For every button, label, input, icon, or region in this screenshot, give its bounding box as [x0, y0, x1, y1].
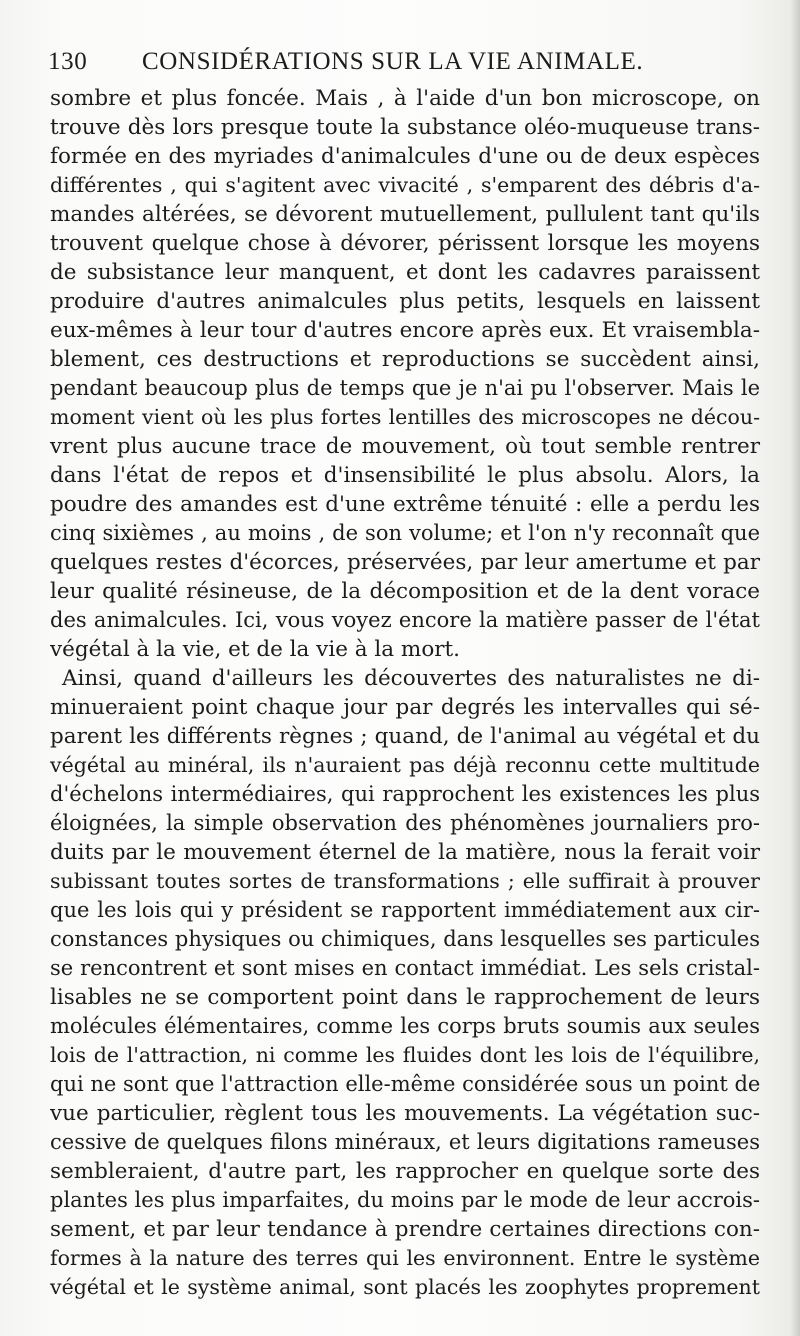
text-line: des animalcules. Ici, vous voyez encore la matière passer de l'état — [50, 608, 760, 632]
text-line: minueraient point chaque jour par degrés les intervalles qui sé- — [50, 695, 760, 720]
text-line: trouve dès lors presque toute la substance oléo-muqueuse trans- — [50, 115, 760, 140]
text-line: cessive de quelques filons minéraux, et leurs digitations rameuses — [50, 1130, 760, 1154]
text-line: duits par le mouvement éternel de la matière, nous la ferait voir — [50, 840, 760, 865]
text-line: subissant toutes sortes de transformations ; elle suffirait à prouver — [50, 869, 760, 893]
paragraph-first-line: Ainsi, quand d'ailleurs les découvertes des naturalistes ne di- — [62, 666, 760, 691]
text-line: formes à la nature des terres qui les environnent. Entre le système — [50, 1246, 760, 1270]
text-line: constances physiques ou chimiques, dans lesquelles ses particules — [50, 927, 760, 951]
text-line: trouvent quelque chose à dévorer, périssent lorsque les moyens — [50, 231, 760, 256]
text-line: se rencontrent et sont mises en contact immédiat. Les sels cristal- — [50, 956, 760, 980]
text-line: produire d'autres animalcules plus petits, lesquels en laissent — [50, 289, 760, 314]
text-line: de subsistance leur manquent, et dont les cadavres paraissent — [50, 260, 760, 285]
text-line: sembleraient, d'autre part, les rapprocher en quelque sorte des — [50, 1159, 760, 1184]
text-line: lois de l'attraction, ni comme les fluides dont les lois de l'équilibre, — [50, 1043, 760, 1067]
page-edge-shadow — [790, 0, 800, 1336]
text-line: vrent plus aucune trace de mouvement, où tout semble rentrer — [50, 434, 760, 459]
text-line: différentes , qui s'agitent avec vivacité , s'emparent des débris d'a- — [50, 173, 760, 197]
text-line: sement, et par leur tendance à prendre certaines directions con- — [50, 1217, 760, 1242]
text-line: que les lois qui y président se rapportent immédiatement aux cir- — [50, 898, 760, 922]
text-line: végétal au minéral, ils n'auraient pas déjà reconnu cette multitude — [50, 753, 760, 777]
text-line: molécules élémentaires, comme les corps bruts soumis aux seules — [50, 1014, 760, 1038]
text-line: dans l'état de repos et d'insensibilité le plus absolu. Alors, la — [50, 463, 760, 488]
text-line: végétal et le système animal, sont placés les zoophytes proprement — [50, 1275, 760, 1299]
text-line: pendant beaucoup plus de temps que je n'ai pu l'observer. Mais le — [50, 376, 760, 400]
text-line: parent les différents règnes ; quand, de l'animal au végétal et du — [50, 724, 760, 749]
text-line: formée en des myriades d'animalcules d'une ou de deux espèces — [50, 144, 760, 169]
text-line: d'échelons intermédiaires, qui rapprochent les existences les plus — [50, 782, 760, 806]
text-line: lisables ne se comportent point dans le rapprochement de leurs — [50, 985, 760, 1010]
running-head — [48, 40, 708, 80]
body-text — [50, 84, 760, 1302]
text-line: leur qualité résineuse, de la décomposition et de la dent vorace — [50, 579, 760, 604]
text-line: eux-mêmes à leur tour d'autres encore après eux. Et vraisembla- — [50, 318, 760, 343]
running-title: CONSIDÉRATIONS SUR LA VIE ANIMALE. — [142, 48, 644, 75]
text-line: poudre des amandes est d'une extrême ténuité : elle a perdu les — [50, 492, 760, 517]
text-line: blement, ces destructions et reproductions se succèdent ainsi, — [50, 347, 760, 372]
text-line: qui ne sont que l'attraction elle-même considérée sous un point de — [50, 1072, 761, 1096]
page-number: 130 — [48, 48, 88, 75]
text-line: sombre et plus foncée. Mais , à l'aide d'un bon microscope, on — [50, 86, 760, 111]
text-line: moment vient où les plus fortes lentilles des microscopes ne décou- — [50, 405, 760, 429]
text-line: cinq sixièmes , au moins , de son volume; et l'on n'y reconnaît que — [50, 521, 760, 545]
text-line: plantes les plus imparfaites, du moins par le mode de leur accrois- — [50, 1188, 760, 1212]
text-line: éloignées, la simple observation des phénomènes journaliers pro- — [50, 811, 760, 835]
text-line: quelques restes d'écorces, préservées, par leur amertume et par — [50, 550, 760, 575]
paragraph-last-line: végétal à la vie, et de la vie à la mort. — [50, 637, 461, 662]
text-line: vue particulier, règlent tous les mouvements. La végétation suc- — [50, 1101, 760, 1126]
text-line: mandes altérées, se dévorent mutuellement, pullulent tant qu'ils — [50, 202, 760, 227]
